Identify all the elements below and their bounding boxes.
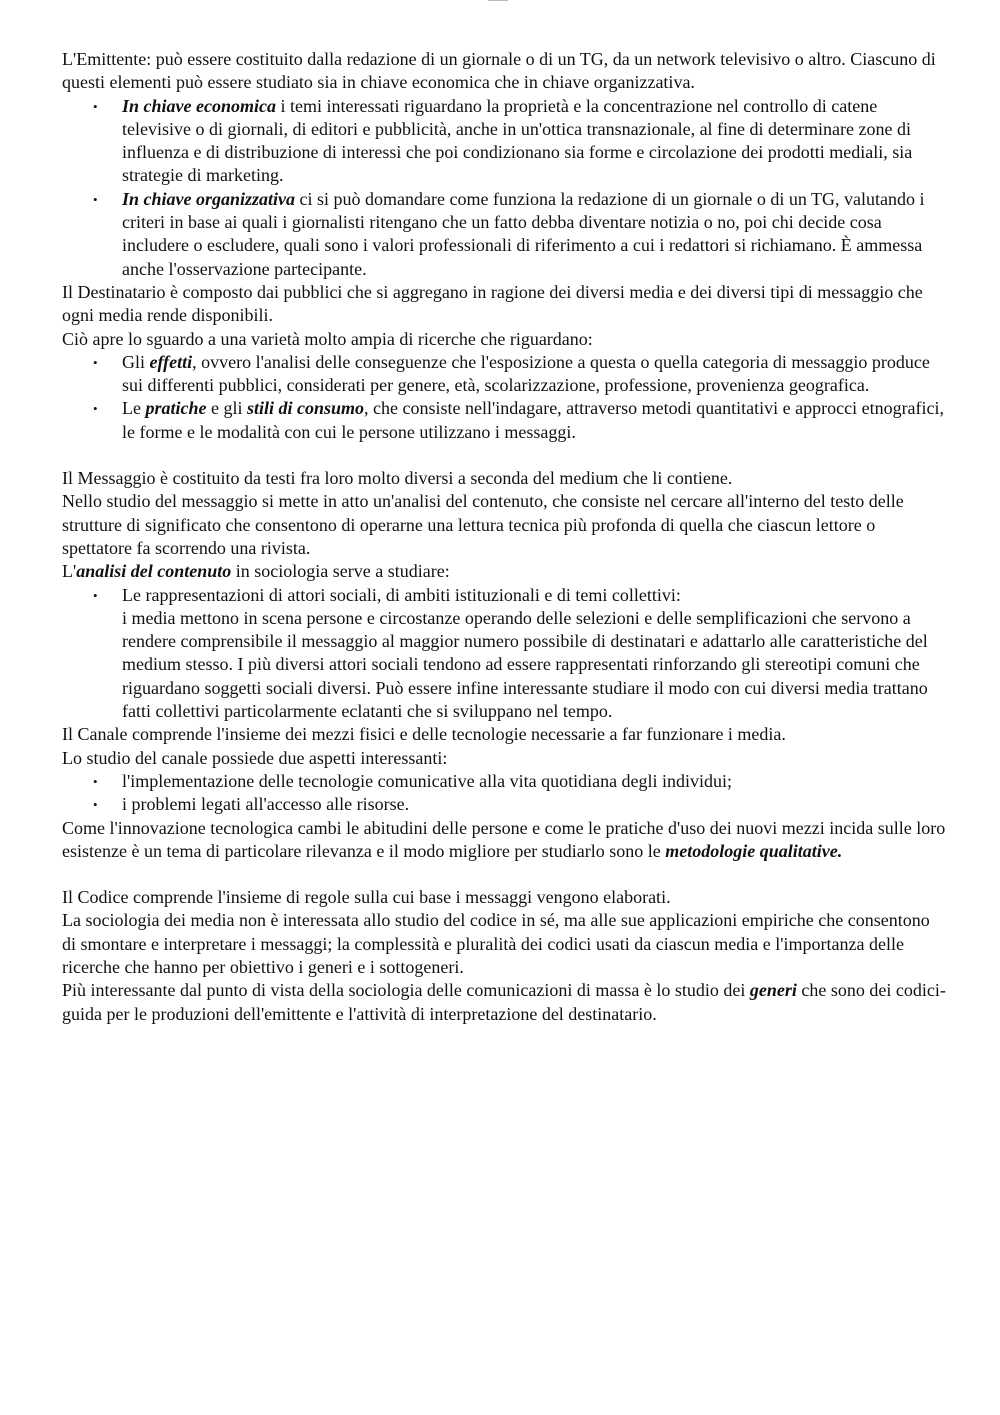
term-emphasis: metodologie qualitative. [665, 840, 843, 861]
page-top-mark [488, 0, 508, 4]
list-item-text: l'implementazione delle tecnologie comunicative alla vita quotidiana degli individui; [122, 770, 733, 791]
canale-body [62, 817, 947, 864]
list-item [62, 584, 947, 724]
term-emphasis: analisi del contenuto [76, 561, 232, 582]
term-emphasis: In chiave organizzativa [122, 188, 296, 209]
emittente-list [62, 95, 947, 281]
list-item [62, 770, 947, 793]
term-emphasis: generi [749, 980, 797, 1001]
list-item [62, 397, 947, 444]
destinatario-intro: Il Destinatario è composto dai pubblici che si aggregano in ragione dei diversi media e dei diversi tipi di messaggio che ogni media rende disponibili. [62, 281, 923, 326]
bullet-icon: • [93, 773, 98, 789]
emittente-intro: L'Emittente: può essere costituito dalla redazione di un giornale o di un TG, da un network televisivo o altro. Ciascuno di questi elementi può essere studiato sia in chiave economica che in chiave organizzativa. [62, 49, 936, 93]
bullet-icon: • [93, 797, 98, 813]
list-item-text: i media mettono in scena persone e circostanze operando delle selezioni e delle semplificazioni che servono a rendere comprensibile il messaggio al maggior numero possibile di destinatari e adattarlo alle caratteristiche del medium stesso. I più diversi attori sociali tendono ad essere rappresentati rinforzando gli stereotipi comuni che riguardano soggetti sociali diversi. Può essere infine interessante studiare il modo con cui diversi media trattano fatti collettivi particolarmente eclatanti che si sviluppano nel tempo. [122, 607, 928, 722]
list-item [62, 95, 947, 188]
list-item-text: e gli [206, 398, 247, 419]
list-item-text: Gli [122, 351, 150, 372]
text-span: che sono dei codici-guida per le produzioni dell'emittente e l'attività di interpretazione del destinatario. [62, 980, 946, 1024]
text-span: Come l'innovazione tecnologica cambi le abitudini delle persone e come le pratiche d'uso dei nuovi mezzi incida sulle loro esistenze è un tema di particolare rilevanza e il modo migliore per studiarlo sono le [62, 817, 946, 861]
bullet-icon: • [93, 587, 98, 603]
list-item-text: ci si può domandare come funziona la redazione di un giornale o di un TG, valutando i criteri in base ai quali i giornalisti ritengano che un fatto debba diventare notizia o no, poi chi decide cosa includere o escludere, quali sono i valori professionali di riferimento a cui i redattori si richiamano. È ammessa anche l'osservazione partecipante. [122, 188, 925, 279]
paragraph-gap [62, 444, 947, 467]
codice-body: La sociologia dei media non è interessata allo studio del codice in sé, ma alle sue applicazioni empiriche che consentono di smontare e interpretare i messaggi; la complessità e pluralità dei codici usati da ciascun media e l'importanza delle ricerche che hanno per obiettivo i generi e i sottogeneri. [62, 910, 930, 977]
paragraph-gap [62, 863, 947, 886]
destinatario-lead: Ciò apre lo sguardo a una varietà molto ampia di ricerche che riguardano: [62, 328, 593, 349]
text-span: in sociologia serve a studiare: [231, 561, 450, 582]
term-emphasis: effetti [149, 351, 193, 372]
list-item-text: , che consiste nell'indagare, attraverso metodi quantitativi e approcci etnografici, le forme e le modalità con cui le persone utilizzano i messaggi. [122, 398, 945, 442]
bullet-icon: • [93, 401, 98, 417]
list-item [62, 793, 947, 816]
term-emphasis: stili di consumo [246, 398, 365, 419]
term-emphasis: pratiche [145, 398, 207, 419]
list-item-text: , ovvero l'analisi delle conseguenze che l'esposizione a questa o quella categoria di messaggio produce sui differenti pubblici, considerati per genere, età, scolarizzazione, professione, provenienza geografica. [122, 351, 930, 396]
text-span: Più interessante dal punto di vista della sociologia delle comunicazioni di massa è lo studio dei [62, 980, 750, 1001]
bullet-icon: • [93, 191, 98, 207]
list-item [62, 351, 947, 398]
term-emphasis: In chiave economica [122, 95, 276, 116]
canale-lead: Lo studio del canale possiede due aspetti interessanti: [62, 747, 448, 768]
messaggio-lead [62, 560, 947, 583]
messaggio-intro: Il Messaggio è costituito da testi fra loro molto diversi a seconda del medium che li contiene. [62, 468, 733, 489]
canale-list [62, 770, 947, 817]
text-span: L' [62, 561, 77, 582]
messaggio-body: Nello studio del messaggio si mette in atto un'analisi del contenuto, che consiste nel cercare all'interno del testo delle strutture di significato che consentono di operarne una lettura tecnica più profonda di quella che ciascun lettore o spettatore fa scorrendo una rivista. [62, 491, 904, 558]
bullet-icon: • [93, 98, 98, 114]
canale-intro: Il Canale comprende l'insieme dei mezzi fisici e delle tecnologie necessarie a far funzionare i media. [62, 724, 786, 745]
list-item-text: i temi interessati riguardano la proprietà e la concentrazione nel controllo di catene televisive o di giornali, di editori e pubblicità, anche in un'ottica transnazionale, al fine di determinare zone di influenza e di distribuzione di interessi che poi condizionano sia forme e circolazione dei prodotti mediali, sia strategie di marketing. [122, 95, 913, 186]
list-item-text: Le rappresentazioni di attori sociali, di ambiti istituzionali e di temi collettivi: [122, 584, 681, 605]
messaggio-list [62, 584, 947, 724]
document-page [62, 48, 947, 1026]
list-item-text: Le [122, 398, 146, 419]
codice-intro: Il Codice comprende l'insieme di regole sulla cui base i messaggi vengono elaborati. [62, 887, 671, 908]
destinatario-list [62, 351, 947, 444]
list-item-text: i problemi legati all'accesso alle risorse. [122, 794, 410, 815]
list-item [62, 188, 947, 281]
codice-conclusion [62, 979, 947, 1026]
bullet-icon: • [93, 354, 98, 370]
